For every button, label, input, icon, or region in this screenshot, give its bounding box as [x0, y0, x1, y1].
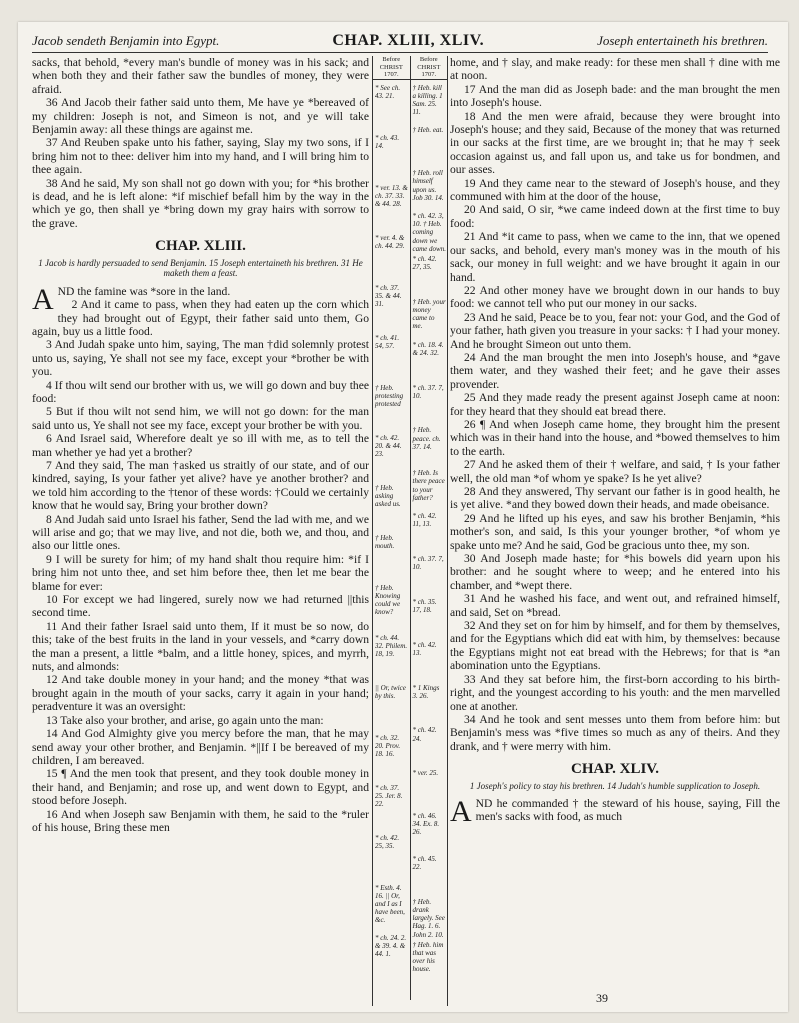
chapter-summary: 1 Jacob is hardly persuaded to send Benjamin. 15 Joseph entertaineth his brethren. 31 He maketh them a feast. [38, 257, 363, 279]
verse [32, 282, 369, 316]
verse: 8 And Judah said unto Israel his father, Send the lad with me, and we will arise and go; that we may live, and not die, both we, and thou, and also our little ones. [32, 512, 369, 553]
cross-reference: * ch. 37. 7, 10. [412, 383, 444, 400]
right-column [450, 56, 780, 996]
cross-reference: * ch. 35. 17, 18. [412, 597, 437, 614]
margin-date-right: Before CHRIST 1707. [417, 56, 441, 78]
verse: 5 But if thou wilt not send him, we will not go down: for the man said unto us, Ye shall not see my face, except your brother be with you. [32, 405, 369, 432]
cross-reference: * ch. 32. 20. Prov. 18. 16. [375, 733, 401, 758]
cross-reference: * ch. 43. 14. [375, 133, 400, 150]
cross-reference: † Heb. drank largely. See Hag. 1. 6. John 2. 10. [412, 897, 445, 939]
cross-reference: † Heb. peace. ch. 37. 14. [412, 426, 441, 451]
cross-reference: * ch. 42. 11, 13. [412, 512, 437, 529]
cross-reference: * ch. 37. 7, 10. [412, 554, 444, 572]
center-reference-column [372, 56, 448, 1006]
cross-reference: * ch. 45. 22. [412, 854, 437, 872]
bible-page [18, 22, 788, 1012]
header-right: Joseph entertaineth his brethren. [597, 33, 768, 48]
cross-reference: * See ch. 43. 21. [375, 83, 401, 100]
cross-reference: † Heb. roll himself upon us. Job 30. 14. [412, 169, 444, 202]
verse: 10 For except we had lingered, surely now we had returned ||this second time. [32, 593, 369, 620]
verse [450, 795, 780, 829]
header-left: Jacob sendeth Benjamin into Egypt. [32, 33, 220, 48]
chapter-summary: 1 Joseph's policy to stay his brethren. 14 Judah's humble supplication to Joseph. [469, 780, 761, 791]
verse: 12 And take double money in your hand; and the money *that was brought again in the mouth of your sacks, carry it again in your hand; peradventure it was an oversight: [32, 673, 369, 714]
verse: sacks, that behold, *every man's bundle of money was in his sack; and when both they and their father saw the bundles of money, they were afraid. [32, 56, 369, 96]
margin-date-left: Before CHRIST 1707. [373, 56, 411, 79]
drop-cap: A [450, 795, 472, 829]
verse: 15 ¶ And the men took that present, and they took double money in their hand, and Benjamin; and rose up, and went down to Egypt, and stood before Joseph. [32, 767, 369, 808]
verse: 9 I will be surety for him; of my hand shalt thou require him: *if I bring him not unto thee, and set him before thee, then let me bear the blame for ever: [32, 552, 369, 593]
verse: 14 And God Almighty give you mercy before the man, that he may send away your other brother, and Benjamin. *||If I be bereaved of my children, I am bereaved. [32, 727, 369, 767]
cross-reference: † Heb. Knowing could we know? [375, 583, 401, 617]
cross-reference: * ch. 44. 32. Philem. 18, 19. [375, 633, 408, 658]
cross-reference: * ch. 37. 35. & 44. 31. [375, 283, 402, 308]
cross-reference: * ch. 46. 34. Ex. 8. 26. [412, 812, 440, 837]
verse: 7 And they said, The man †asked us straitly of our state, and of our kindred, saying, Is your father yet alive? have ye another brother? and we told him according to the †tenor of these words: †Could we certainly know that he would say, Bring your brother down? [32, 458, 369, 513]
cross-reference: * ch. 42. 20. & 44. 23. [375, 433, 402, 458]
cross-reference: * ver. 4. & ch. 44. 29. [375, 233, 405, 250]
running-header [32, 30, 768, 53]
margin-header [373, 56, 447, 80]
cross-reference: || Or, twice by this. [375, 683, 406, 700]
drop-cap: A [32, 282, 54, 316]
cross-reference: * ch. 42. 3, 10. † Heb. coming down we came down. [412, 212, 446, 253]
verse: 34 And he took and sent messes unto them from before him: but Benjamin's mess was *five times so much as any of theirs. And they drank, and † were merry with him. [450, 712, 780, 753]
left-column [32, 56, 369, 1011]
verse: 36 And Jacob their father said unto them, Me have ye *bereaved of my children: Joseph is not, and Simeon is not, and ye will take Benjamin away: all these things are against me. [32, 96, 369, 137]
page-number: 39 [596, 991, 608, 1005]
cross-reference: * ch. 18. 4. & 24. 32. [412, 340, 444, 357]
cross-reference: * ch. 42. 25, 35. [375, 833, 400, 850]
verse-text: ND he commanded † the steward of his house, saying, Fill the men's sacks with food, as much [475, 797, 780, 824]
cross-reference: * ch. 24. 2. & 39. 4. & 44. 1. [375, 933, 407, 958]
verse: 3 And Judah spake unto him, saying, The man †did solemnly protest unto us, saying, Ye shall not see my face, except your *brother be with you. [32, 338, 369, 379]
cross-reference: † Heb. asking asked us. [375, 483, 401, 508]
verse: 38 And he said, My son shall not go down with you; for *his brother is dead, and he is left alone: *if mischief befall him by the way in the which ye go, then shall ye *bring down my gray hairs with sorrow to the grave. [32, 176, 369, 230]
verse: 32 And they set on for him by himself, and for them by themselves, and for the Egyptians which did eat with him, by themselves: because the Egyptians might not eat bread with the Hebrews; for that is *an abomination unto the Egyptians. [450, 619, 780, 673]
header-center: CHAP. XLIII, XLIV. [332, 32, 485, 49]
verse: home, and † slay, and make ready: for these men shall † dine with me at noon. [450, 56, 780, 83]
cross-reference: † Heb. protesting protested [375, 383, 404, 408]
cross-reference: * ch. 42. 13. [412, 640, 437, 657]
verse: 20 And said, O sir, *we came indeed down at the first time to buy food: [450, 203, 780, 230]
cross-reference: * ch. 42. 24. [412, 726, 437, 743]
cross-reference: * 1 Kings 3. 26. [412, 683, 440, 700]
verse: 37 And Reuben spake unto his father, saying, Slay my two sons, if I bring him not to thee: deliver him into my hand, and I will bring him to thee again. [32, 136, 369, 177]
verse: 26 ¶ And when Joseph came home, they brought him the present which was in their hand into the house, and *bowed themselves to him to the earth. [450, 417, 780, 458]
verse: 16 And when Joseph saw Benjamin with them, he said to the *ruler of his house, Bring these men [32, 807, 369, 834]
verse: 31 And he washed his face, and went out, and refrained himself, and said, Set on *bread. [450, 592, 780, 619]
verse: 24 And the man brought the men into Joseph's house, and *gave them water, and they washed their feet; and he gave their asses provender. [450, 350, 780, 391]
cross-reference: * ch. 37. 25. Jer. 8. 22. [375, 783, 403, 808]
margin-refs-left [373, 80, 411, 1000]
verse: 4 If thou wilt send our brother with us, we will go down and buy thee food: [32, 378, 369, 405]
chapter-heading: CHAP. XLIV. [571, 761, 659, 778]
verse-text: ND the famine was *sore in the land. [57, 284, 231, 298]
cross-reference: † Heb. him that was over his house. [412, 940, 444, 974]
verse: 29 And he lifted up his eyes, and saw his brother Benjamin, *his mother's son, and said, Is this your younger brother, *of whom ye spake unto me? And he said, God be gracious unto thee, my son. [450, 511, 780, 552]
verse: 23 And he said, Peace be to you, fear not: your God, and the God of your father, hath given you treasure in your sacks: † I had your money. And he brought Simeon out unto them. [450, 310, 780, 351]
cross-reference: † Heb. Is there peace to your father? [412, 469, 445, 502]
cross-reference: * ver. 13. & ch. 37. 33. & 44. 28. [375, 183, 408, 208]
verse: 13 Take also your brother, and arise, go again unto the man: [46, 713, 324, 727]
cross-reference: * ch. 41. 54, 57. [375, 333, 400, 350]
cross-reference: † Heb. your money came to me. [412, 297, 446, 331]
verse: 33 And they sat before him, the first-born according to his birth-right, and the youngest according to his youth: and the men marvelled one at another. [450, 672, 780, 713]
cross-reference: † Heb. eat. [412, 126, 444, 135]
cross-reference: * Esth. 4. 16. || Or, and I as I have been, &c. [375, 883, 405, 925]
verse: 2 And it came to pass, when they had eaten up the corn which they had brought out of Egypt, their father said unto them, Go again, buy us a little food. [32, 298, 369, 338]
cross-reference: † Heb. kill a killing. 1 Sam. 25. 11. [412, 83, 443, 117]
cross-reference: * ch. 42. 27, 35. [412, 254, 437, 272]
verse: 22 And other money have we brought down in our hands to buy food: we cannot tell who put our money in our sacks. [450, 283, 780, 311]
verse: 17 And the man did as Joseph bade: and the man brought the men into Joseph's house. [450, 82, 780, 110]
verse: 19 And they came near to the steward of Joseph's house, and they communed with him at the door of the house, [450, 176, 780, 204]
verse: 28 And they answered, Thy servant our father is in good health, he is yet alive. *and they bowed down their heads, and made obeisance. [450, 485, 780, 512]
margin-refs-right [411, 80, 448, 1000]
cross-reference: * ver. 25. [412, 769, 439, 778]
verse: 27 And he asked them of their † welfare, and said, † Is your father well, the old man *of whom ye spake? Is he yet alive? [450, 458, 780, 485]
chapter-heading: CHAP. XLIII. [155, 238, 246, 255]
verse: 11 And their father Israel said unto them, If it must be so now, do this; take of the best fruits in the land in your vessels, and *carry down the man a present, a little *balm, and a little honey, spices, and myrrh, nuts, and almonds: [32, 619, 369, 674]
verse: 18 And the men were afraid, because they were brought into Joseph's house; and they said, Because of the money that was returned in our sacks at the first time, are we brought in; that he may † seek occasion against us, and fall upon us, and take us for bondmen, and our asses. [450, 109, 780, 177]
cross-reference: † Heb. mouth. [375, 533, 395, 550]
verse: 30 And Joseph made haste; for *his bowels did yearn upon his brother: and he sought where to weep; and he entered into his chamber, and *wept there. [450, 552, 780, 592]
verse: 25 And they made ready the present against Joseph came at noon: for they heard that they should eat bread there. [450, 391, 780, 418]
verse: 6 And Israel said, Wherefore dealt ye so ill with me, as to tell the man whether ye had yet a brother? [32, 432, 369, 459]
verse: 21 And *it came to pass, when we came to the inn, that we opened our sacks, and behold, every man's money was in the mouth of his sack, our money in full weight: and we have brought it again in our hand. [450, 230, 780, 284]
